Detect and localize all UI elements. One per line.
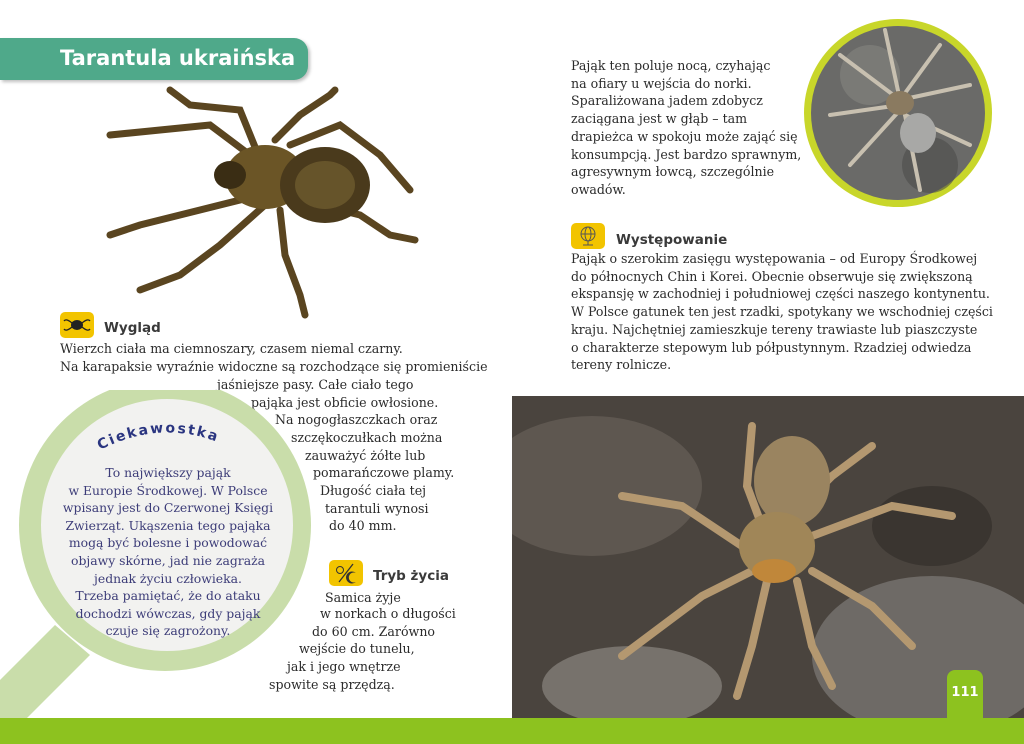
- text-line: w norkach o długości: [320, 606, 456, 621]
- text-line: Wierzch ciała ma ciemnoszary, czasem niemal czarny.: [60, 341, 403, 356]
- text-line: jednak życiu człowieka.: [94, 570, 242, 586]
- text-line: jak i jego wnętrze: [287, 659, 401, 674]
- section-heading-wyglad: Wygląd: [104, 320, 161, 336]
- section-heading-tryb: Tryb życia: [373, 568, 449, 584]
- text-line: mogą być bolesne i powodować: [68, 535, 268, 551]
- bottom-band: [0, 718, 1024, 744]
- text-line: kraju. Najchętniej zamieszkuje tereny trawiaste lub piaszczyste: [571, 321, 978, 337]
- text-line: zauważyć żółte lub: [305, 448, 426, 463]
- spider-photo: [100, 85, 430, 325]
- text-line: do 60 cm. Zarówno: [312, 624, 436, 639]
- text-line: Długość ciała tej: [320, 483, 427, 498]
- text-line: W Polsce gatunek ten jest rzadki, spotykany we wschodniej części: [571, 304, 993, 320]
- section-heading-wystepowanie: Występowanie: [616, 232, 728, 248]
- text-line: wpisany jest do Czerwonej Księgi: [62, 500, 274, 516]
- text-line: Pająk o szerokim zasięgu występowania – od Europy Środkowej: [571, 251, 978, 266]
- ciekawostka-title: Ciekawostka: [94, 420, 222, 454]
- ciekawostka-text: [40, 464, 296, 640]
- text-line: zaciągana jest w głąb – tam: [571, 111, 748, 127]
- wystepowanie-text: [571, 250, 993, 374]
- text-line: pająka jest obficie owłosione.: [251, 395, 439, 410]
- text-line: Na nogogłaszczkach oraz: [275, 412, 438, 427]
- text-line: wejście do tunelu,: [299, 641, 415, 656]
- text-line: Pająk ten poluje nocą, czyhając: [571, 58, 771, 73]
- page-number: 111: [947, 670, 983, 720]
- spider-icon: [60, 312, 94, 338]
- page-title: Tarantula ukraińska: [60, 46, 296, 70]
- text-line: tarantuli wynosi: [325, 501, 429, 516]
- text-line: agresywnym łowcą, szczególnie: [571, 164, 775, 180]
- text-line: objawy skórne, jad nie zagraża: [71, 552, 265, 568]
- text-line: To największy pająk: [105, 465, 231, 480]
- text-line: na ofiary u wejścia do norki.: [571, 75, 752, 91]
- hunting-text: [571, 57, 801, 199]
- text-line: Trzeba pamiętać, że do ataku: [75, 588, 261, 604]
- text-line: szczękoczułkach można: [291, 430, 443, 445]
- text-line: Zwierząt. Ukąszenia tego pająka: [65, 517, 271, 533]
- text-line: Sparaliżowana jadem zdobycz: [571, 93, 763, 109]
- text-line: spowite są przędzą.: [269, 677, 395, 692]
- text-line: tereny rolnicze.: [571, 357, 672, 373]
- text-line: Na karapaksie wyraźnie widoczne są rozchodzące się promieniście: [60, 359, 488, 374]
- text-line: dochodzi wówczas, gdy pająk: [75, 605, 261, 621]
- text-line: jaśniejsze pasy. Całe ciało tego: [217, 377, 414, 392]
- text-line: do północnych Chin i Korei. Obecnie obserwuje się zwiększoną: [571, 268, 973, 284]
- text-line: do 40 mm.: [329, 518, 397, 533]
- text-line: konsumpcją. Jest bardzo sprawnym,: [571, 146, 802, 162]
- text-line: czuje się zagrożony.: [105, 623, 231, 639]
- text-line: Samica żyje: [325, 590, 401, 605]
- text-line: w Europie Środkowej. W Polsce: [68, 482, 268, 498]
- text-line: drapieżca w spokoju może zająć się: [571, 128, 798, 144]
- text-line: o charakterze stepowym lub półpustynnym. Rzadziej odwiedza: [571, 339, 972, 355]
- globe-icon: [571, 223, 605, 249]
- page-title-banner: [0, 38, 308, 80]
- text-line: owadów.: [571, 181, 626, 197]
- text-line: ekspansję w zachodniej i południowej części naszego kontynentu.: [571, 286, 990, 302]
- spider-ground-photo: [512, 396, 1024, 718]
- day-night-icon: [329, 560, 363, 586]
- text-line: pomarańczowe plamy.: [313, 465, 455, 480]
- spider-burrow-photo: [800, 15, 1000, 211]
